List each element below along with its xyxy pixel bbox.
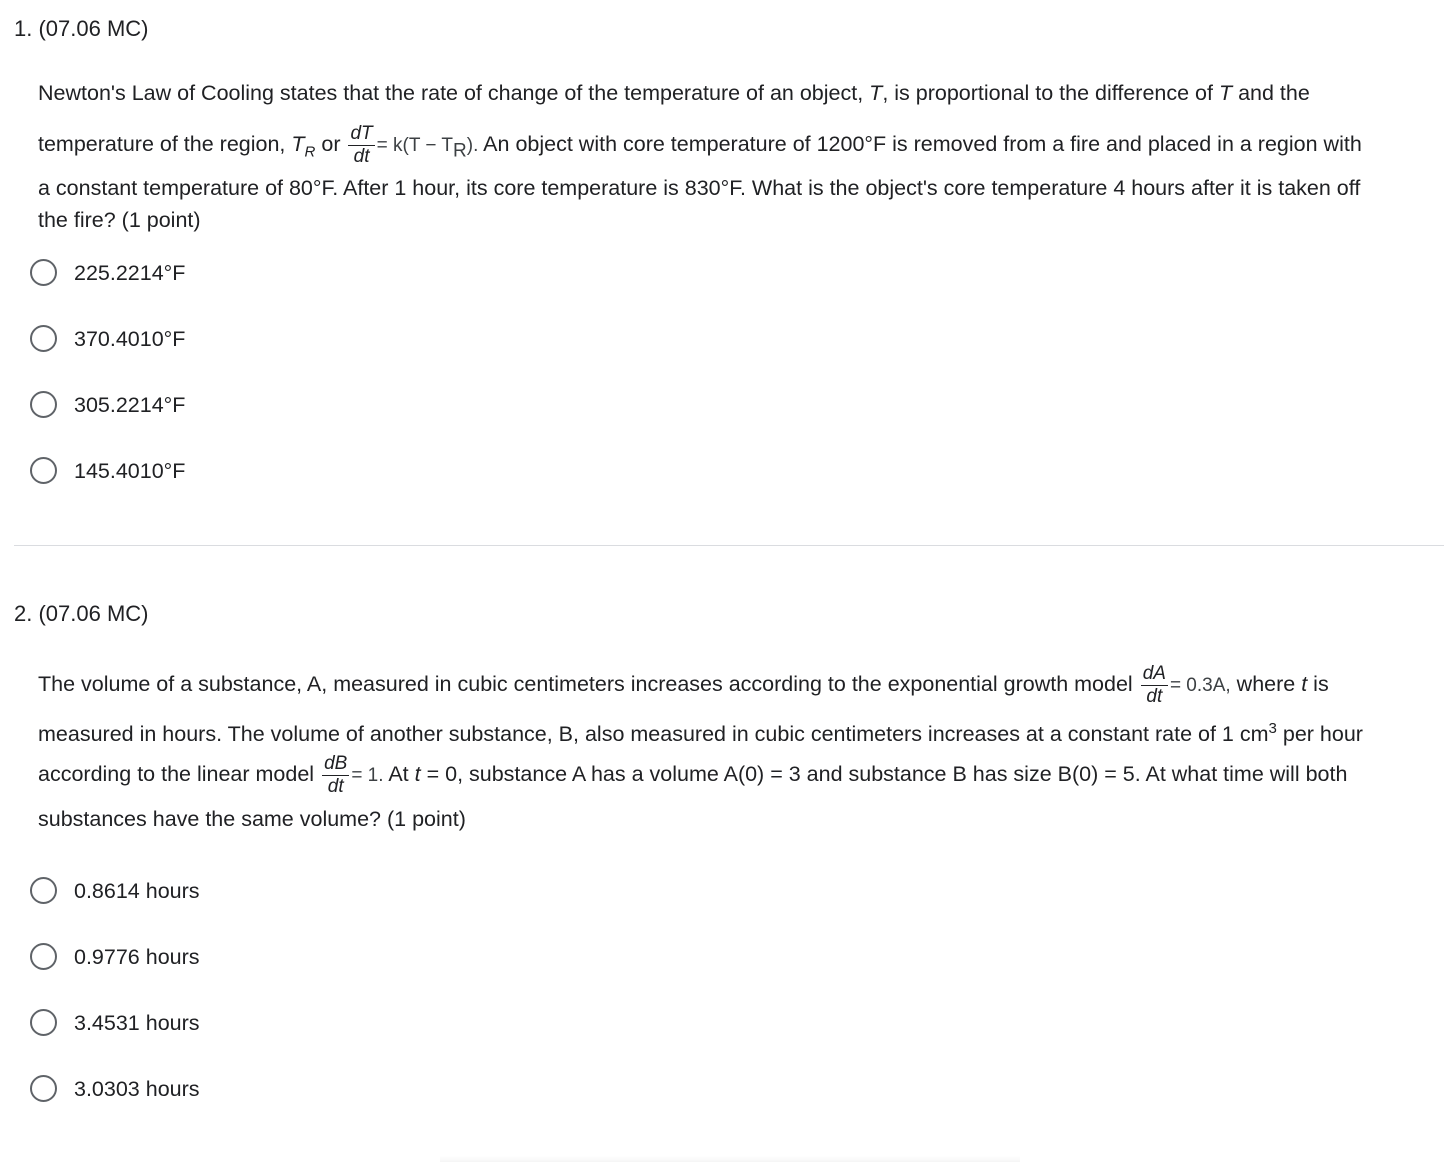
q1-line-2 bbox=[38, 116, 1438, 172]
q2-text-segment: The volume of a substance, A, measured in cubic centimeters increases according to the exponential growth model bbox=[38, 672, 1139, 696]
radio-button[interactable] bbox=[30, 877, 57, 904]
q1-option-1[interactable] bbox=[30, 256, 185, 322]
q1-text-segment: An object with core temperature of 1200°F is removed from a fire and placed in a region with bbox=[478, 132, 1362, 156]
question-1-header: 1. (07.06 MC) bbox=[14, 16, 149, 41]
radio-button[interactable] bbox=[30, 1009, 57, 1036]
question-2-header: 2. (07.06 MC) bbox=[14, 601, 149, 626]
q1-text-segment: Newton's Law of Cooling states that the rate of change of the temperature of an object, bbox=[38, 81, 870, 105]
q2-line-3 bbox=[38, 746, 1438, 802]
q2-text-segment: according to the linear model bbox=[38, 762, 321, 786]
radio-button[interactable] bbox=[30, 943, 57, 970]
q2-var-t: t bbox=[414, 762, 421, 786]
q2-option-4[interactable] bbox=[30, 1072, 200, 1138]
question-2-options bbox=[30, 874, 200, 1138]
q2-option-3-label[interactable]: 3.4531 hours bbox=[74, 1011, 200, 1035]
q1-text-segment: temperature of the region, bbox=[38, 132, 292, 156]
q1-equation-sub: R bbox=[453, 140, 467, 162]
q1-text-segment: the fire? (1 point) bbox=[38, 208, 201, 232]
q1-option-3-label[interactable]: 305.2214°F bbox=[74, 393, 186, 417]
q2-text-segment: At bbox=[383, 762, 415, 786]
question-1-text bbox=[38, 76, 1438, 236]
q2-var-t: t bbox=[1301, 672, 1308, 696]
bottom-edge-shadow bbox=[440, 1156, 1020, 1162]
q1-text-segment: a constant temperature of 80°F. After 1 hour, its core temperature is 830°F. What is the object's core temperature 4 hours after it is taken off bbox=[38, 176, 1361, 200]
q2-option-3[interactable] bbox=[30, 1006, 200, 1072]
q1-text-segment: , is proportional to the difference of bbox=[882, 81, 1219, 105]
q2-superscript: 3 bbox=[1268, 720, 1277, 737]
q2-option-4-label[interactable]: 3.0303 hours bbox=[74, 1077, 200, 1101]
q1-option-4[interactable] bbox=[30, 454, 185, 520]
q1-var-tr-sub: R bbox=[304, 143, 316, 161]
q2-derivative-fraction-a bbox=[1141, 663, 1168, 708]
q2-frac-a-denominator: dt bbox=[1146, 685, 1163, 707]
q2-option-2-label[interactable]: 0.9776 hours bbox=[74, 945, 200, 969]
q2-option-1-label[interactable]: 0.8614 hours bbox=[74, 879, 200, 903]
q2-line-4 bbox=[38, 802, 1438, 836]
q1-text-segment: and the bbox=[1232, 81, 1310, 105]
q1-option-3[interactable] bbox=[30, 388, 185, 454]
q2-frac-b-numerator: dB bbox=[324, 752, 348, 774]
q2-text-segment: measured in hours. The volume of another substance, B, also measured in cubic centimeters increases at a constant rate of 1 cm bbox=[38, 722, 1269, 747]
q2-derivative-fraction-b bbox=[322, 753, 349, 798]
q1-var-t: T bbox=[1218, 81, 1233, 105]
q1-frac-numerator: dT bbox=[350, 122, 373, 144]
q2-line-2 bbox=[38, 712, 1438, 746]
q1-option-2-label[interactable]: 370.4010°F bbox=[74, 327, 186, 351]
q1-var-tr: T bbox=[291, 132, 305, 156]
question-2-text bbox=[38, 656, 1438, 836]
q2-frac-b-denominator: dt bbox=[327, 775, 344, 797]
q1-equation-end: ). bbox=[466, 135, 479, 156]
q2-option-1[interactable] bbox=[30, 874, 200, 940]
q1-line-1 bbox=[38, 76, 1438, 110]
q2-text-segment: where bbox=[1230, 672, 1302, 696]
radio-button[interactable] bbox=[30, 391, 57, 418]
q1-option-4-label[interactable]: 145.4010°F bbox=[74, 459, 186, 483]
q2-text-segment: = 0, substance A has a volume A(0) = 3 and substance B has size B(0) = 5. At what time will both bbox=[420, 762, 1348, 786]
q2-line-1 bbox=[38, 656, 1438, 712]
q2-frac-a-numerator: dA bbox=[1142, 662, 1166, 684]
q1-frac-denominator: dt bbox=[353, 145, 370, 167]
q1-option-1-label[interactable]: 225.2214°F bbox=[74, 261, 186, 285]
q2-text-segment: is bbox=[1307, 672, 1329, 696]
q2-text-segment: per hour bbox=[1276, 722, 1363, 747]
q2-option-2[interactable] bbox=[30, 940, 200, 1006]
q1-option-2[interactable] bbox=[30, 322, 185, 388]
radio-button[interactable] bbox=[30, 1075, 57, 1102]
radio-button[interactable] bbox=[30, 457, 57, 484]
q2-equation-b: = 1. bbox=[351, 765, 384, 786]
q1-derivative-fraction bbox=[348, 123, 374, 168]
q2-text-segment: substances have the same volume? (1 point) bbox=[38, 807, 466, 831]
radio-button[interactable] bbox=[30, 259, 57, 286]
q1-line-4 bbox=[38, 204, 1438, 236]
q1-line-3 bbox=[38, 172, 1438, 204]
question-1-options bbox=[30, 256, 185, 520]
q1-text-segment: or bbox=[315, 132, 347, 156]
radio-button[interactable] bbox=[30, 325, 57, 352]
q1-var-t: T bbox=[869, 81, 883, 105]
q1-equation: = k(T − T bbox=[376, 135, 454, 156]
q2-equation-a: = 0.3A, bbox=[1169, 675, 1231, 696]
question-divider bbox=[14, 545, 1444, 546]
